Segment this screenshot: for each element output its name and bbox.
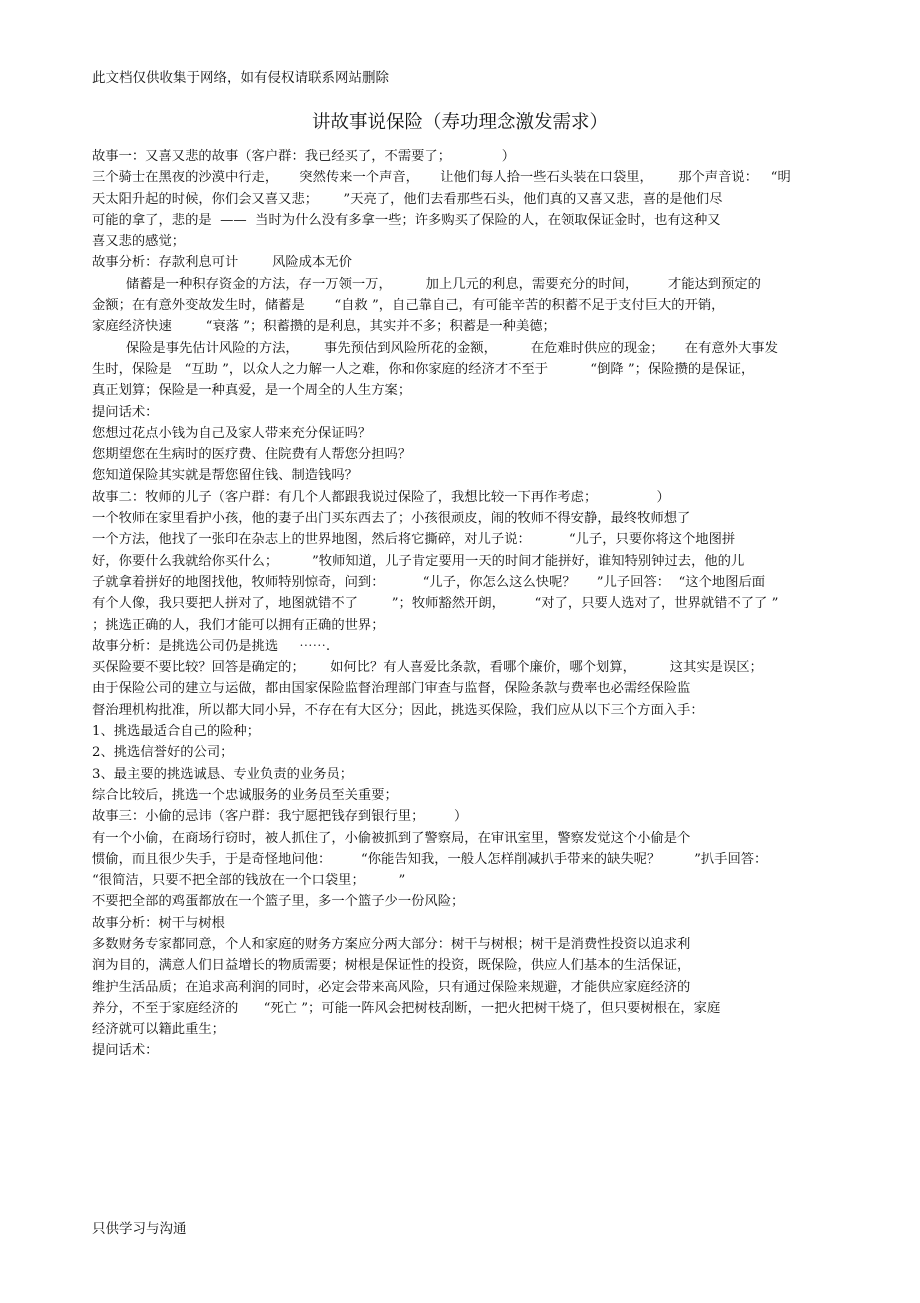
text-line: 提问话术： — [92, 404, 159, 420]
text-line: 故事分析：树干与树根 — [92, 915, 225, 931]
text-line: 可能的拿了，悲的是 —— 当时为什么没有多拿一些；许多购买了保险的人，在领取保证金时，也有这种又 — [92, 212, 721, 228]
text-line: ；挑选正确的人，我们才能可以拥有正确的世界； — [92, 617, 385, 633]
text-line: 真正划算；保险是一种真爱，是一个周全的人生方案； — [92, 383, 412, 399]
text-line: 好，你要什么我就给你买什么； ”牧师知道，儿子肯定要用一天的时间才能拼好，谁知特别钟过去，他的儿 — [92, 553, 745, 569]
text-line: 不要把全部的鸡蛋都放在一个篮子里，多一个篮子少一份风险； — [92, 894, 465, 910]
text-line: 提问话术： — [92, 1043, 159, 1059]
text-line: 惯偷，而且很少失手，于是奇怪地问他： “你能告知我，一般人怎样削减扒手带来的缺失呢？ ”扒手回答： — [92, 851, 768, 867]
footer-note: 只供学习与沟通 — [92, 1221, 187, 1237]
text-line: 您知道保险其实就是帮您留住钱、制造钱吗？ — [92, 468, 358, 484]
text-line: 三个骑士在黑夜的沙漠中行走， 突然传来一个声音， 让他们每人拾一些石头装在口袋里， 那个声音说： “明 — [92, 170, 791, 186]
text-line: 润为目的，满意人们日益增长的物质需要；树根是保证性的投资，既保险，供应人们基本的生活保证， — [92, 958, 691, 974]
document-body — [92, 146, 832, 1062]
text-line: 养分，不至于家庭经济的 “死亡 ”；可能一阵风会把树枝刮断，一把火把树干烧了，但只要树根在，家庭 — [92, 1000, 721, 1016]
text-line: 2、挑选信誉好的公司； — [92, 745, 234, 761]
text-line: 1、挑选最适合自己的险种； — [92, 724, 261, 740]
text-line: 家庭经济快速 “衰落 ”；积蓄攒的是利息，其实并不多；积蓄是一种美德； — [92, 319, 556, 335]
text-line: 天太阳升起的时候，你们会又喜又悲； ”天亮了，他们去看那些石头，他们真的又喜又悲，喜的是他们尽 — [92, 191, 723, 207]
text-line: 喜又悲的感觉； — [92, 234, 186, 250]
text-line: 多数财务专家都同意，个人和家庭的财务方案应分两大部分：树干与树根；树干是消费性投资以追求利 — [92, 936, 691, 952]
text-line: 故事分析：是挑选公司仍是挑选 ⋯⋯. — [92, 638, 331, 654]
page-title: 讲故事说保险（寿功理念激发需求） — [311, 112, 608, 133]
text-line: “很简洁，只要不把全部的钱放在一个口袋里； ” — [92, 873, 406, 889]
text-line: 有个人像，我只要把人拼对了，地图就错不了 ”；牧师豁然开朗， “对了，只要人选对了，世界就错不了了 ” — [92, 596, 779, 612]
text-line: 3、最主要的挑选诚恳、专业负责的业务员； — [92, 766, 354, 782]
text-line: 由于保险公司的建立与运做，都由国家保险监督治理部门审查与监督，保险条款与费率也必需经保险监 — [92, 681, 691, 697]
text-line: 经济就可以籍此重生； — [92, 1022, 225, 1038]
text-line: 您想过花点小钱为自己及家人带来充分保证吗？ — [92, 425, 372, 441]
text-line: 故事二：牧师的儿子（客户群：有几个人都跟我说过保险了，我想比较一下再作考虑； ） — [92, 489, 670, 505]
text-line: 子就拿着拼好的地图找他，牧师特别惊奇，问到： “儿子，你怎么这么快呢？ ”儿子回答： “这个地图后面 — [92, 574, 766, 590]
header-disclaimer: 此文档仅供收集于网络，如有侵权请联系网站删除 — [92, 70, 389, 86]
text-line: 督治理机构批准，所以都大同小异，不存在有大区分；因此，挑选买保险，我们应从以下三个方面入手： — [92, 702, 704, 718]
text-line: 故事一：又喜又悲的故事（客户群：我已经买了，不需要了； ） — [92, 149, 516, 164]
text-line: 综合比较后，挑选一个忠诚服务的业务员至关重要； — [92, 787, 398, 803]
text-line: 保险是事先估计风险的方法， 事先预估到风险所花的金额， 在危难时供应的现金； 在有意外大事发 — [92, 340, 778, 356]
text-line: 买保险要不要比较？回答是确定的； 如何比？有人喜爱比条款，看哪个廉价，哪个划算， 这其实是误区； — [92, 660, 763, 676]
text-line: 一个牧师在家里看护小孩，他的妻子出门买东西去了；小孩很顽皮，闹的牧师不得安静，最终牧师想了 — [92, 511, 691, 527]
text-line: 一个方法，他找了一张印在杂志上的世界地图，然后将它撕碎，对儿子说： “儿子，只要你将这个地图拼 — [92, 532, 736, 548]
text-line: 储蓄是一种积存资金的方法，存一万领一万， 加上几元的利息，需要充分的时间， 才能达到预定的 — [92, 276, 761, 292]
text-line: 有一个小偷，在商场行窃时，被人抓住了，小偷被抓到了警察局，在审讯室里，警察发觉这个小偷是个 — [92, 830, 691, 846]
text-line: 维护生活品质；在追求高利润的同时，必定会带来高风险，只有通过保险来规避，才能供应家庭经济的 — [92, 979, 691, 995]
text-line: 生时，保险是 “互助 ”，以众人之力解一人之难，你和你家庭的经济才不至于 “倒降 ”；保险攒的是保证， — [92, 361, 755, 377]
text-line: 您期望您在生病时的医疗费、住院费有人帮您分担吗？ — [92, 447, 412, 463]
text-line: 故事三：小偷的忌讳（客户群：我宁愿把钱存到银行里； ） — [92, 809, 468, 825]
text-line: 故事分析：存款利息可计 风险成本无价 — [92, 255, 352, 271]
text-line: 金额；在有意外变故发生时，储蓄是 “自救 ”，自己靠自己，有可能辛苦的积蓄不足于支付巨大的开销， — [92, 298, 725, 314]
